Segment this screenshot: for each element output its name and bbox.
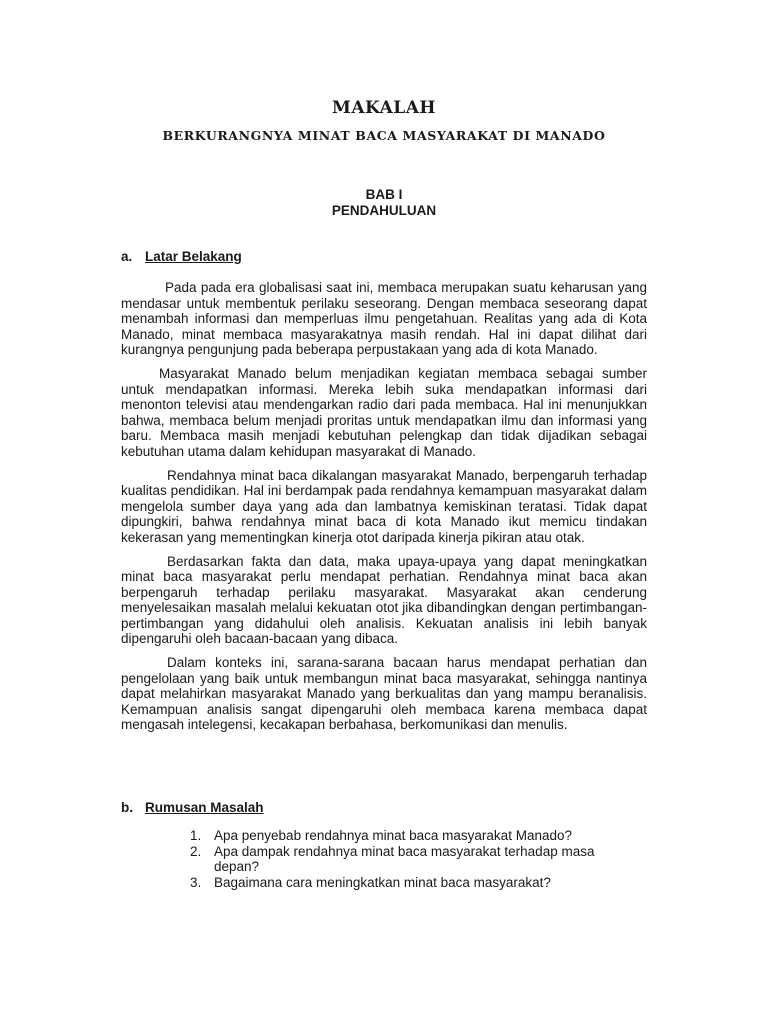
chapter-heading (0, 187, 768, 219)
list-item-number: 2. (190, 843, 202, 859)
section-a-title: Latar Belakang (145, 249, 242, 264)
list-item-number: 3. (190, 874, 202, 890)
chapter-label: BAB I (365, 187, 403, 202)
list-item (190, 844, 630, 875)
question-list (190, 828, 630, 890)
list-item (190, 828, 630, 844)
list-item-text: Bagaimana cara meningkatkan minat baca masyarakat? (214, 874, 551, 890)
document-subtitle: BERKURANGNYA MINAT BACA MASYARAKAT DI MANADO (162, 128, 606, 143)
list-item (190, 875, 630, 891)
list-item-text: Apa penyebab rendahnya minat baca masyarakat Manado? (214, 828, 572, 843)
section-b-title: Rumusan Masalah (145, 800, 264, 815)
list-item-number: 1. (190, 828, 202, 843)
section-b-heading (121, 800, 264, 816)
paragraph: Rendahnya minat baca dikalangan masyarakat Manado, berpengaruh terhadap kualitas pendidikan. Hal ini berdampak pada rendahnya kemampuan masyarakat dalam mengelola sumber daya yang ada dan lambatnya kemiskinan teratasi. Tidak dapat dipungkiri, bahwa rendahnya minat baca di kota Manado ikut memicu tindakan kekerasan yang mementingkan kinerja otot daripada kinerja pikiran atau otak. (121, 467, 647, 545)
paragraph: Pada pada era globalisasi saat ini, membaca merupakan suatu keharusan yang mendasar untuk membentuk perilaku seseorang. Dengan membaca seseorang dapat menambah informasi dan memperluas ilmu pengetahuan. Realitas yang ada di Kota Manado, minat membaca masyarakatnya masih rendah. Hal ini dapat dilihat dari kurangnya pengunjung pada beberapa perpustakaan yang ada di kota Manado. (121, 280, 647, 357)
section-a-body (121, 280, 647, 741)
section-b-letter: b. (121, 800, 133, 815)
paragraph: Masyarakat Manado belum menjadikan kegiatan membaca sebagai sumber untuk mendapatkan informasi. Mereka lebih suka mendapatkan informasi dari menonton televisi atau mendengarkan radio dari pada membaca. Hal ini menunjukkan bahwa, membaca belum menjadi proritas untuk mendapatkan ilmu dan informasi yang baru. Membaca masih menjadi kebutuhan pelengkap dan tidak dijadikan sebagai kebutuhan utama dalam kehidupan masyarakat di Manado. (121, 366, 647, 459)
paragraph: Dalam konteks ini, sarana-sarana bacaan harus mendapat perhatian dan pengelolaan yang baik untuk membangun minat baca masyarakat, sehingga nantinya dapat melahirkan masyarakat Manado yang berkualitas dan yang mampu beranalisis. Kemampuan analisis sangat dipengaruhi oleh membaca karena membaca dapat mengasah intelegensi, kecakapan berbahasa, berkomunikasi dan menulis. (121, 655, 647, 732)
list-item-text: Apa dampak rendahnya minat baca masyarakat terhadap masa depan? (214, 843, 595, 874)
chapter-title: PENDAHULUAN (331, 203, 437, 218)
section-a-heading (121, 249, 242, 265)
document-title: MAKALAH (332, 98, 436, 118)
section-a-letter: a. (121, 249, 133, 264)
paragraph: Berdasarkan fakta dan data, maka upaya-upaya yang dapat meningkatkan minat baca masyarakat perlu mendapat perhatian. Rendahnya minat baca akan berpengaruh terhadap perilaku masyarakat. Masyarakat akan cenderung menyelesaikan masalah melalui kekuatan otot jika dibandingkan dengan pertimbangan-pertimbangan yang didahului oleh analisis. Kekuatan analisis ini lebih banyak dipengaruhi oleh bacaan-bacaan yang dibaca. (121, 553, 647, 646)
